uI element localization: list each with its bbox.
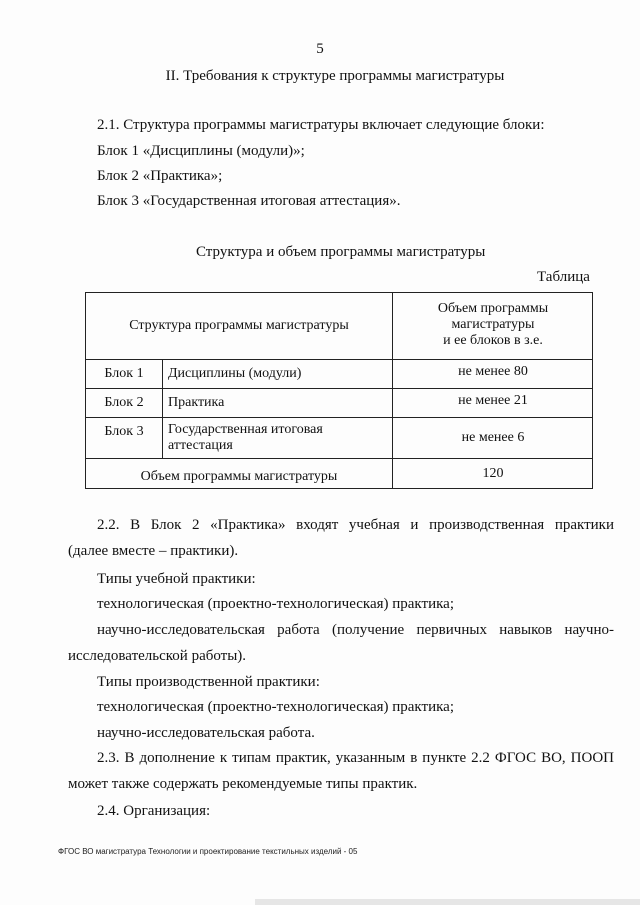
row-block-name	[168, 422, 388, 454]
header-volume	[393, 301, 593, 349]
header-volume-line: магистратуры	[451, 317, 535, 332]
paragraph-2-3-line2: может также содержать рекомендуемые типы практик.	[68, 776, 418, 792]
row-block-volume: не менее 21	[458, 393, 528, 408]
production-practice-types-heading: Типы производственной практики:	[97, 674, 320, 690]
paragraph-2-4: 2.4. Организация:	[97, 803, 211, 819]
study-practice-types-heading: Типы учебной практики:	[97, 571, 256, 587]
study-practice-type-2-line1: научно-исследовательская работа (получение первичных навыков научно-	[97, 622, 614, 638]
table-rule	[86, 458, 593, 459]
paragraph-2-2-line2: (далее вместе – практики).	[68, 543, 239, 559]
row-block-name-line: Государственная итоговая	[168, 422, 323, 437]
row-block-volume: не менее 80	[458, 364, 528, 379]
table-caption: Структура и объем программы магистратуры	[196, 244, 486, 260]
table-divider-block	[162, 359, 163, 458]
production-practice-type-2: научно-исследовательская работа.	[97, 725, 315, 741]
block-1-item: Блок 1 «Дисциплины (модули)»;	[97, 143, 305, 159]
total-label: Объем программы магистратуры	[140, 469, 338, 484]
paragraph-2-1: 2.1. Структура программы магистратуры включает следующие блоки:	[97, 117, 545, 133]
table-rule	[86, 388, 593, 389]
row-block-name: Дисциплины (модули)	[168, 366, 302, 381]
table-rule	[86, 417, 593, 418]
total-value: 120	[482, 466, 504, 481]
production-practice-type-1: технологическая (проектно-технологическая) практика;	[97, 699, 454, 715]
row-block-name-line: аттестация	[168, 438, 233, 453]
header-volume-line: и ее блоков в з.е.	[443, 333, 543, 348]
structure-table	[85, 292, 593, 489]
block-3-item: Блок 3 «Государственная итоговая аттестация».	[97, 193, 401, 209]
row-block-label: Блок 2	[104, 395, 144, 410]
page-number: 5	[316, 41, 324, 57]
header-volume-line: Объем программы	[437, 301, 549, 316]
table-label: Таблица	[537, 269, 590, 285]
study-practice-type-2-line2: исследовательской работы).	[68, 648, 247, 664]
section-heading: II. Требования к структуре программы магистратуры	[165, 68, 505, 84]
row-block-volume: не менее 6	[461, 430, 525, 445]
footer-text: ФГОС ВО магистратура Технологии и проектирование текстильных изделий - 05	[58, 847, 358, 856]
row-block-label: Блок 3	[104, 424, 144, 439]
study-practice-type-1: технологическая (проектно-технологическая) практика;	[97, 596, 454, 612]
block-2-item: Блок 2 «Практика»;	[97, 168, 223, 184]
paragraph-2-3-line1: 2.3. В дополнение к типам практик, указанным в пункте 2.2 ФГОС ВО, ПООП	[97, 750, 614, 766]
table-rule	[86, 359, 593, 360]
header-structure: Структура программы магистратуры	[129, 318, 349, 333]
row-block-name: Практика	[168, 395, 225, 410]
row-block-label: Блок 1	[104, 366, 144, 381]
scan-edge	[255, 899, 640, 905]
paragraph-2-2-line1: 2.2. В Блок 2 «Практика» входят учебная и производственная практики	[97, 517, 614, 533]
